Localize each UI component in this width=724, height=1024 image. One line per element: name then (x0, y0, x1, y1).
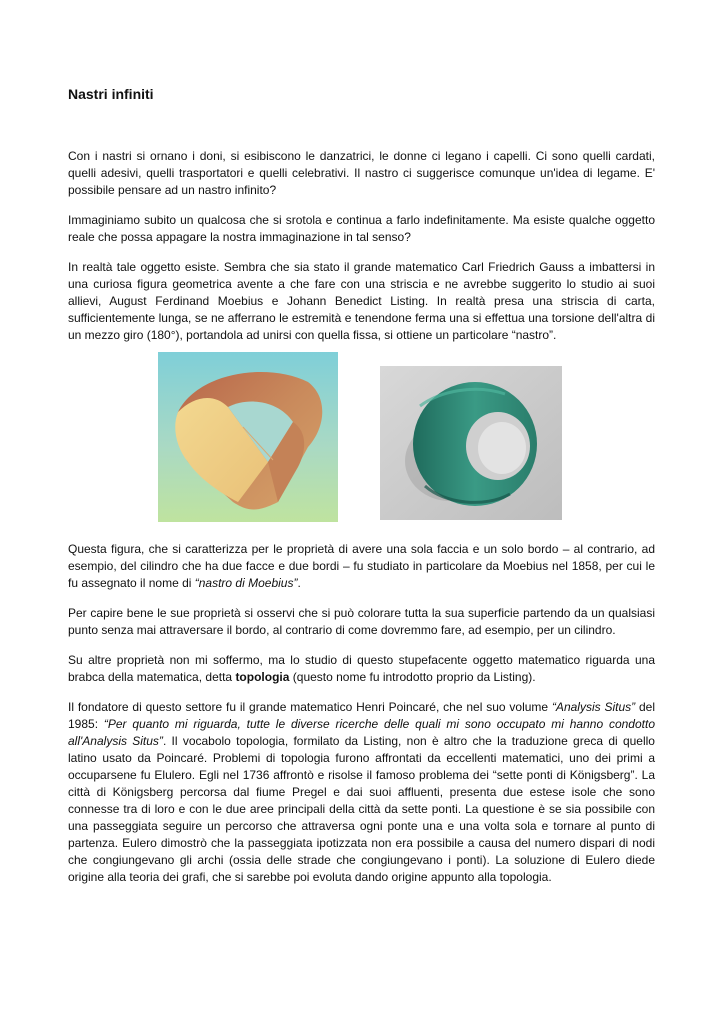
paragraph-6-text: Su altre proprietà non mi soffermo, ma lo studio di questo stupefacente oggetto matematico riguarda una brabca della matematica, detta (68, 653, 655, 684)
intro-section (68, 148, 655, 357)
paragraph-7-c: . Il vocabolo topologia, formilato da Listing, non è altro che la traduzione greca di quello latino usato da Poincaré. Problemi di topologia furono affrontati da eccellenti matematici, uno dei primi a occuparsene fu Elulero. Egli nel 1736 affrontò e risolse il famoso problema dei “sette ponti di Königsberg”. La città di Königsberg percorsa dal fiume Pregel e dai suoi affluenti, presenta due estese isole che sono connesse tra di loro e con le due aree principali della città da sette ponti. La questione è se sia possibile con una passeggiata seguire un percorso che attraversa ogni ponte una e una volta sola e tornare al punto di partenza. Eulero dimostrò che la passeggiata ipotizzata non era possibile a causa del numero dispari di nodi che congiungevano gli archi (ossia delle strade che congiungevano i ponti). La soluzione di Eulero diede origine alla teoria dei grafi, che si sarebbe poi evoluta dando origine appunto alla topologia. (68, 734, 655, 884)
paragraph-4 (68, 541, 655, 592)
paragraph-7-italic-1: “Analysis Situs” (551, 700, 636, 714)
paragraph-3: In realtà tale oggetto esiste. Sembra che sia stato il grande matematico Carl Friedrich Gauss a imbattersi in una curiosa figura geometrica avente a che fare con una striscia e ne avrebbe suggerito lo studio ai suoi allievi, August Ferdinand Moebius e Johann Benedict Listing. In realtà presa una striscia di carta, sufficientemente lunga, se ne afferrano le estremità e tenendone ferma una si effettua una torsione dell'altra di un mezzo giro (180°), portandola ad unirsi con quella fissa, si ottiene un particolare “nastro”. (68, 260, 655, 342)
paragraph-4-italic: “nastro di Moebius” (194, 576, 298, 590)
page-title: Nastri infiniti (68, 86, 154, 102)
paragraph-2: Immaginiamo subito un qualcosa che si srotola e continua a farlo indefinitamente. Ma esiste qualche oggetto reale che possa appagare la nostra immaginazione in tal senso? (68, 213, 655, 244)
figures-row (158, 352, 568, 522)
paragraph-7 (68, 699, 655, 886)
moebius-strip-image-3d (380, 366, 562, 520)
body-section (68, 541, 655, 899)
moebius-strip-image-paper (158, 352, 338, 522)
paragraph-1: Con i nastri si ornano i doni, si esibiscono le danzatrici, le donne ci legano i capelli. Ci sono quelli cardati, quelli adesivi, quelli trasportatori e quelli celebrativi. Il nastro ci suggerisce comunque un'idea di legame. E' possibile pensare ad un nastro infinito? (68, 149, 655, 197)
paragraph-6-bold: topologia (235, 670, 290, 684)
paragraph-6 (68, 652, 655, 686)
paragraph-7-b: del 1985: (68, 700, 655, 731)
paragraph-4-end: . (297, 576, 301, 590)
paragraph-5: Per capire bene le sue proprietà si osservi che si può colorare tutta la sua superficie partendo da un qualsiasi punto senza mai attraversare il bordo, al contrario di come dovremmo fare, ad esempio, per un cilindro. (68, 606, 655, 637)
paragraph-7-italic-2: “Per quanto mi riguarda, tutte le diverse ricerche delle quali mi sono occupato mi hanno condotto all'Analysis Situs” (68, 717, 655, 748)
paragraph-6-end: (questo nome fu introdotto proprio da Listing). (289, 670, 536, 684)
paragraph-4-text: Questa figura, che si caratterizza per le proprietà di avere una sola faccia e un solo bordo – al contrario, ad esempio, del cilindro che ha due facce e due bordi – fu studiato in particolare da Moebius nel 1858, per cui le fu assegnato il nome di (68, 542, 655, 590)
paragraph-7-a: Il fondatore di questo settore fu il grande matematico Henri Poincaré, che nel suo volume (68, 700, 552, 714)
